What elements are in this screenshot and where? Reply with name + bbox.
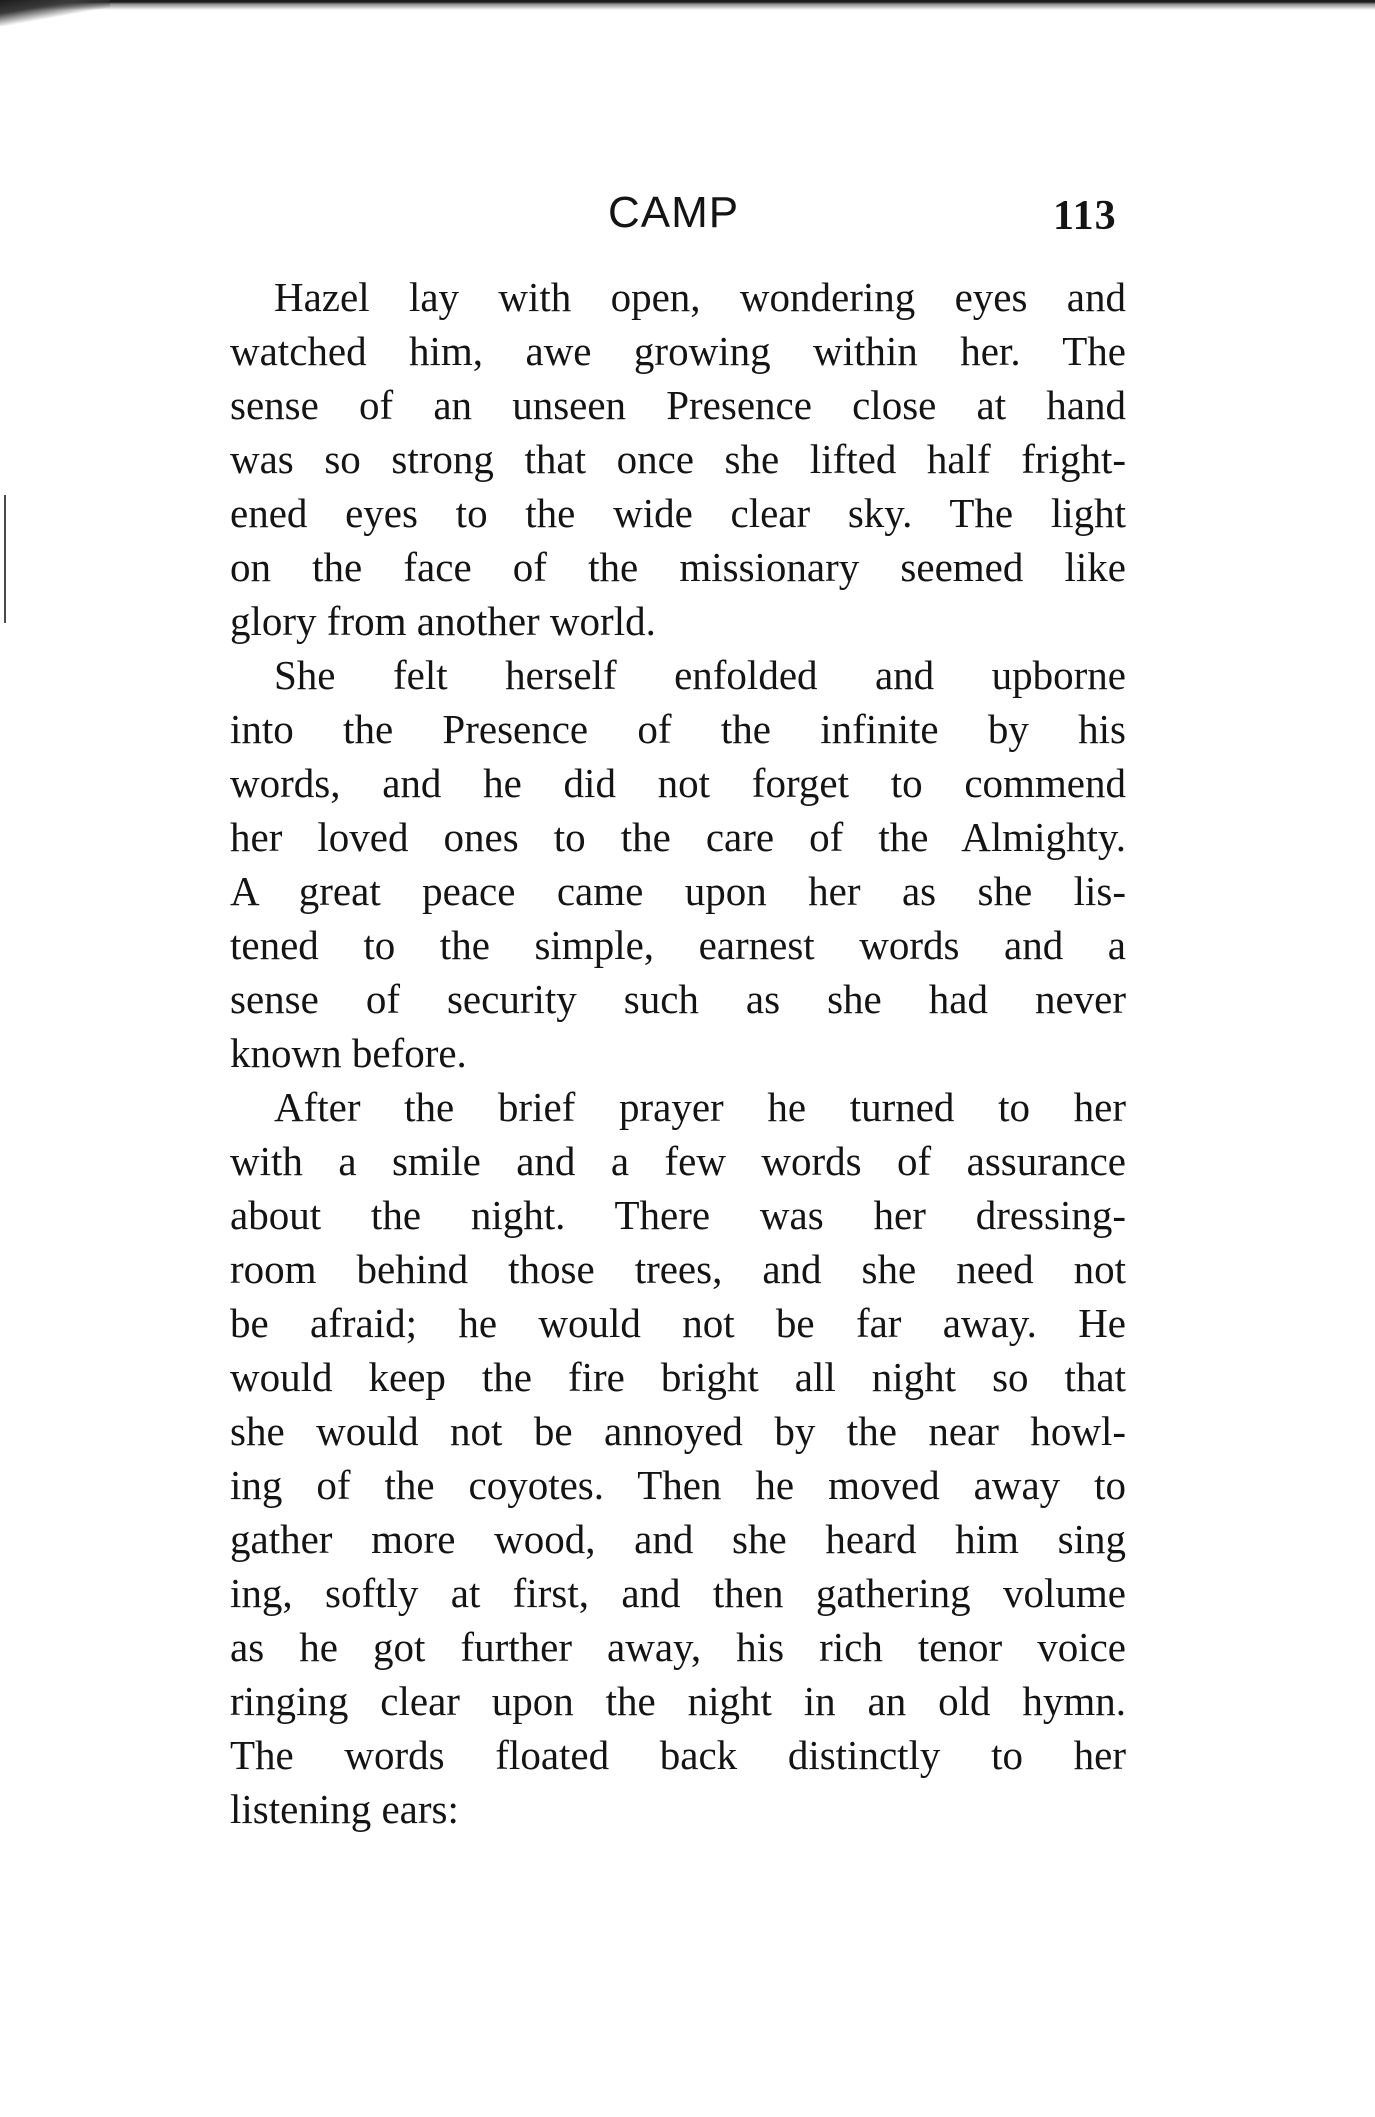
text-line: After the brief prayer he turned to her <box>274 1084 1126 1130</box>
text-line: room behind those trees, and she need not <box>230 1246 1126 1292</box>
text-line: tened to the simple, earnest words and a <box>230 922 1126 968</box>
text-line: on the face of the missionary seemed like <box>230 544 1126 590</box>
text-line: she would not be annoyed by the near howl- <box>230 1408 1126 1454</box>
text-line: ringing clear upon the night in an old hymn. <box>230 1678 1126 1724</box>
left-margin-mark <box>4 495 6 623</box>
running-title: CAMP <box>608 188 740 237</box>
text-line: be afraid; he would not be far away. He <box>230 1300 1126 1346</box>
text-line: known before. <box>230 1030 467 1076</box>
text-line: listening ears: <box>230 1786 459 1832</box>
text-line: was so strong that once she lifted half fright- <box>230 436 1126 482</box>
text-line: A great peace came upon her as she lis- <box>230 868 1126 914</box>
text-line: would keep the fire bright all night so that <box>230 1354 1126 1400</box>
page-number: 113 <box>1053 193 1117 239</box>
page-header <box>0 188 1375 248</box>
text-line: ened eyes to the wide clear sky. The light <box>230 490 1126 536</box>
text-line: about the night. There was her dressing- <box>230 1192 1126 1238</box>
text-line: sense of security such as she had never <box>230 976 1126 1022</box>
text-line: The words floated back distinctly to her <box>230 1732 1126 1778</box>
text-line: She felt herself enfolded and upborne <box>274 652 1126 698</box>
text-line: gather more wood, and she heard him sing <box>230 1516 1126 1562</box>
text-line: with a smile and a few words of assurance <box>230 1138 1126 1184</box>
text-line: sense of an unseen Presence close at hand <box>230 382 1126 428</box>
text-line: ing, softly at first, and then gathering volume <box>230 1570 1126 1616</box>
text-line: ing of the coyotes. Then he moved away to <box>230 1462 1126 1508</box>
text-line: into the Presence of the infinite by his <box>230 706 1126 752</box>
text-line: words, and he did not forget to commend <box>230 760 1126 806</box>
text-line: as he got further away, his rich tenor voice <box>230 1624 1126 1670</box>
text-line: watched him, awe growing within her. The <box>230 328 1126 374</box>
top-edge-rule <box>0 0 1375 10</box>
body-text <box>230 270 1126 1836</box>
text-line: Hazel lay with open, wondering eyes and <box>274 274 1126 320</box>
text-line: her loved ones to the care of the Almighty. <box>230 814 1126 860</box>
text-line: glory from another world. <box>230 598 656 644</box>
